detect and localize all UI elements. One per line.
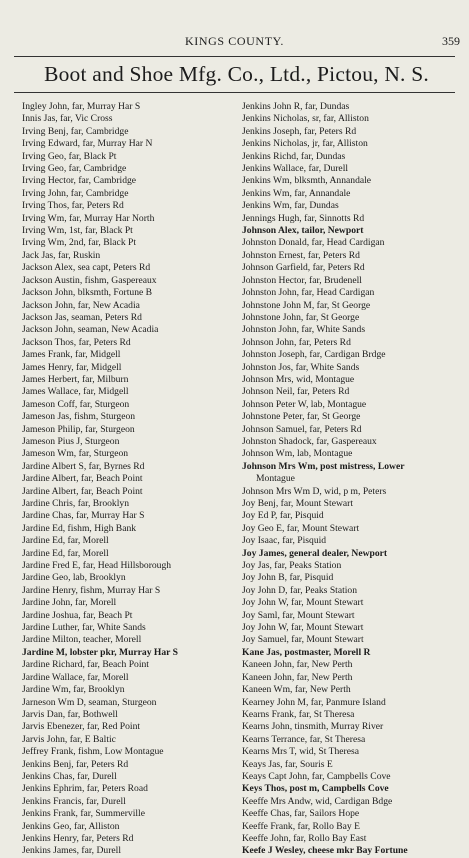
directory-entry-continuation: Montague: [256, 473, 295, 485]
directory-entry: Jackson John, seaman, New Acadia: [22, 324, 159, 336]
directory-entry: Jennings Hugh, far, Sinnotts Rd: [242, 212, 365, 224]
directory-entry: Kaneen John, far, New Perth: [242, 671, 353, 683]
directory-entry: Johnston Donald, far, Head Cardigan: [242, 237, 385, 249]
directory-entry: Jarneson Wm D, seaman, Sturgeon: [22, 696, 157, 708]
directory-entry: Joy Isaac, far, Pisquid: [242, 535, 327, 547]
directory-entry: Jardine Geo, lab, Brooklyn: [22, 572, 126, 584]
directory-entry-bold: Johnson Mrs Wm, post mistress, Lower: [242, 460, 405, 472]
directory-entry: Jardine Ed, far, Morell: [22, 535, 109, 547]
directory-entry: Jackson John, far, New Acadia: [22, 299, 140, 311]
directory-entry: Jameson Coff, far, Sturgeon: [22, 398, 130, 410]
directory-entry: Joy Ed P, far, Pisquid: [242, 510, 324, 522]
directory-entry: Irving Geo, far, Cambridge: [22, 163, 127, 175]
directory-entry: Johnstone John, far, St George: [242, 311, 360, 323]
directory-entry: Jameson Jas, fishm, Sturgeon: [22, 411, 136, 423]
directory-entry: Johnston John, far, Head Cardigan: [242, 287, 375, 299]
directory-entry: Kearns Terrance, far, St Theresa: [242, 733, 366, 745]
directory-entry-bold: Jardine M, lobster pkr, Murray Har S: [22, 646, 178, 658]
directory-entry: James Frank, far, Midgell: [22, 349, 121, 361]
directory-entry: Jardine Richard, far, Beach Point: [22, 659, 149, 671]
directory-entry: Johnson Mrs, wid, Montague: [242, 373, 355, 385]
directory-entry-bold: Keys Thos, post m, Campbells Cove: [242, 783, 389, 795]
directory-entry: Jameson Pius J, Sturgeon: [22, 435, 120, 447]
directory-entry: Irving Thos, far, Peters Rd: [22, 200, 124, 212]
directory-entry-bold: Kane Jas, postmaster, Morell R: [242, 646, 371, 658]
directory-entry: Keeffe Chas, far, Sailors Hope: [242, 808, 360, 820]
directory-entry: Jenkins Wallace, far, Durell: [242, 163, 349, 175]
directory-entry: Jardine Chris, far, Brooklyn: [22, 498, 129, 509]
directory-entry: Joy John D, far, Peaks Station: [242, 584, 357, 596]
directory-entry: Jenkins Joseph, far, Peters Rd: [242, 125, 357, 137]
directory-entry: Johnson Neil, far, Peters Rd: [242, 386, 350, 398]
directory-entry: Jackson Alex, sea capt, Peters Rd: [22, 262, 151, 274]
directory-entry: Jenkins Henry, far, Peters Rd: [22, 832, 134, 844]
directory-entry: Jackson John, blksmth, Fortune B: [22, 287, 153, 299]
directory-entry: Jardine Wm, far, Brooklyn: [22, 684, 125, 696]
directory-entry: Joy John B, far, Pisquid: [242, 572, 334, 584]
directory-entry: Jardine Milton, teacher, Morell: [22, 634, 142, 646]
directory-entry: Keays Jas, far, Souris E: [242, 758, 333, 770]
directory-entry: Joy John W, far, Mount Stewart: [242, 597, 364, 609]
directory-entry: Jeffrey Frank, fishm, Low Montague: [22, 746, 164, 758]
directory-entry: Joy Benj, far, Mount Stewart: [242, 498, 353, 509]
directory-entry: Joy Samuel, far, Mount Stewart: [242, 634, 364, 646]
directory-entry: Joy Geo E, far, Mount Stewart: [242, 522, 360, 534]
directory-entry: Johnston John, far, White Sands: [242, 324, 366, 336]
directory-entry: Jameson Philip, far, Sturgeon: [22, 423, 135, 435]
directory-entry: Kaneen Wm, far, New Perth: [242, 684, 351, 696]
directory-entry: Johnston Shadock, far, Gaspereaux: [242, 435, 377, 447]
directory-entry: Jenkins Nicholas, jr, far, Alliston: [242, 138, 368, 150]
directory-entry: Irving Wm, 2nd, far, Black Pt: [22, 237, 137, 249]
directory-entry: Keeffe John, far, Rollo Bay East: [242, 832, 367, 844]
directory-entry: Kaneen John, far, New Perth: [242, 659, 353, 671]
directory-entry: Jardine Joshua, far, Beach Pt: [22, 609, 133, 621]
directory-entry: Jackson Thos, far, Peters Rd: [22, 336, 131, 348]
page-number: 359: [442, 34, 460, 48]
directory-entry: Jenkins Chas, far, Durell: [22, 770, 117, 782]
directory-entry: Jenkins John R, far, Dundas: [242, 101, 350, 112]
banner-rule: [14, 92, 455, 93]
directory-entry: Jackson Jas, seaman, Peters Rd: [22, 311, 142, 323]
directory-entry: Jardine Albert, far, Beach Point: [22, 485, 143, 497]
directory-entry: Jardine Fred E, far, Head Hillsborough: [22, 560, 172, 572]
directory-entry: Irving Geo, far, Black Pt: [22, 150, 117, 162]
directory-entry: Jackson Austin, fishm, Gaspereaux: [22, 274, 157, 286]
left-column: [22, 101, 234, 858]
top-rule: [14, 56, 455, 57]
directory-entry: Johnson Garfield, far, Peters Rd: [242, 262, 365, 274]
directory-entry: Jarvis John, far, E Baltic: [22, 733, 116, 745]
directory-entry: Jenkins Francis, far, Durell: [22, 795, 126, 807]
directory-entry: Johnstone Peter, far, St George: [242, 411, 361, 423]
directory-entry: Jardine Wallace, far, Morell: [22, 671, 129, 683]
directory-entry: Jenkins Geo, far, Alliston: [22, 820, 120, 832]
directory-entry: Jardine Chas, far, Murray Har S: [22, 510, 145, 522]
directory-entry: Ingley John, far, Murray Har S: [22, 101, 141, 112]
directory-entry: Johnson Peter W, lab, Montague: [242, 398, 367, 410]
directory-entry: Irving Benj, far, Cambridge: [22, 125, 129, 137]
directory-entry: Jenkins Wm, blksmth, Annandale: [242, 175, 372, 187]
directory-entry: Innis Jas, far, Vic Cross: [22, 113, 113, 125]
directory-entry: Jenkins James, far, Durell: [22, 845, 121, 857]
directory-entry: Jardine Ed, fishm, High Bank: [22, 522, 137, 534]
directory-entry: Irving John, far, Cambridge: [22, 187, 129, 199]
directory-entry: Jardine Henry, fishm, Murray Har S: [22, 584, 161, 596]
directory-entry: Irving Hector, far, Cambridge: [22, 175, 137, 187]
directory-entry: Johnston Ernest, far, Peters Rd: [242, 249, 360, 261]
directory-entry: Kearns Frank, far, St Theresa: [242, 708, 355, 720]
directory-entry: Jarvis Ebenezer, far, Red Point: [22, 721, 141, 733]
directory-entry: Jardine Albert, far, Beach Point: [22, 473, 143, 485]
directory-entry: Keeffe Mrs Andw, wid, Cardigan Bdge: [242, 795, 393, 807]
directory-entry: Jenkins Wm, far, Dundas: [242, 200, 339, 212]
directory-entry: Jameson Wm, far, Sturgeon: [22, 448, 129, 460]
directory-entry: Jack Jas, far, Ruskin: [22, 249, 101, 261]
directory-entry: Jenkins Benj, far, Peters Rd: [22, 758, 129, 770]
directory-entry: Keays Capt John, far, Campbells Cove: [242, 770, 391, 782]
directory-entry: Irving Wm, 1st, far, Black Pt: [22, 225, 133, 237]
directory-entry: Johnston Joseph, far, Cardigan Brdge: [242, 349, 386, 361]
directory-entry: James Herbert, far, Milburn: [22, 373, 129, 385]
directory-entry: Jenkins Wm, far, Annandale: [242, 187, 351, 199]
directory-entry-bold: Johnson Alex, tailor, Newport: [242, 225, 364, 237]
directory-entry: Jenkins Ephrim, far, Peters Road: [22, 783, 148, 795]
directory-entry: Kearns John, tinsmith, Murray River: [242, 721, 384, 733]
directory-entry: Keeffe Frank, far, Rollo Bay E: [242, 820, 360, 832]
advertisement-banner: Boot and Shoe Mfg. Co., Ltd., Pictou, N. S.: [44, 62, 429, 86]
directory-entry: Jardine Luther, far, White Sands: [22, 622, 146, 634]
directory-entry: Irving Edward, far, Murray Har N: [22, 138, 153, 150]
directory-entry: Irving Wm, far, Murray Har North: [22, 212, 155, 224]
directory-entry: Johnson John, far, Peters Rd: [242, 336, 351, 348]
directory-entry: James Henry, far, Midgell: [22, 361, 122, 373]
directory-entry-bold: Keefe J Wesley, cheese mkr Bay Fortune: [242, 845, 408, 857]
county-title: KINGS COUNTY.: [185, 34, 284, 48]
directory-entry: Joy Saml, far, Mount Stewart: [242, 609, 355, 621]
directory-entry: Jenkins Frank, far, Summerville: [22, 808, 145, 820]
running-header: [0, 34, 469, 50]
directory-entry: Joy John W, far, Mount Stewart: [242, 622, 364, 634]
directory-entry: Jardine Ed, far, Morell: [22, 547, 109, 559]
directory-entry: Johnston Hector, far, Brudenell: [242, 274, 362, 286]
directory-entry: Jenkins Richd, far, Dundas: [242, 150, 346, 162]
directory-entry: Joy Jas, far, Peaks Station: [242, 560, 342, 572]
directory-entry: Johnson Samuel, far, Peters Rd: [242, 423, 362, 435]
directory-entry: Jardine John, far, Morell: [22, 597, 117, 609]
directory-entry: Kearns Mrs T, wid, St Theresa: [242, 746, 359, 758]
right-column: [242, 101, 466, 858]
directory-entry: Johnstone John M, far, St George: [242, 299, 371, 311]
directory-entry: Jenkins Nicholas, sr, far, Alliston: [242, 113, 369, 125]
directory-entry: James Wallace, far, Midgell: [22, 386, 129, 398]
directory-entry: Kearney John M, far, Panmure Island: [242, 696, 386, 708]
directory-entry-bold: Joy James, general dealer, Newport: [242, 547, 388, 559]
directory-entry: Jardine Albert S, far, Byrnes Rd: [22, 460, 145, 472]
directory-entry: Johnston Jos, far, White Sands: [242, 361, 360, 373]
directory-entry: Jarvis Dan, far, Bothwell: [22, 708, 118, 720]
directory-entry: Johnson Wm, lab, Montague: [242, 448, 353, 460]
directory-entry: Johnson Mrs Wm D, wid, p m, Peters: [242, 485, 387, 497]
